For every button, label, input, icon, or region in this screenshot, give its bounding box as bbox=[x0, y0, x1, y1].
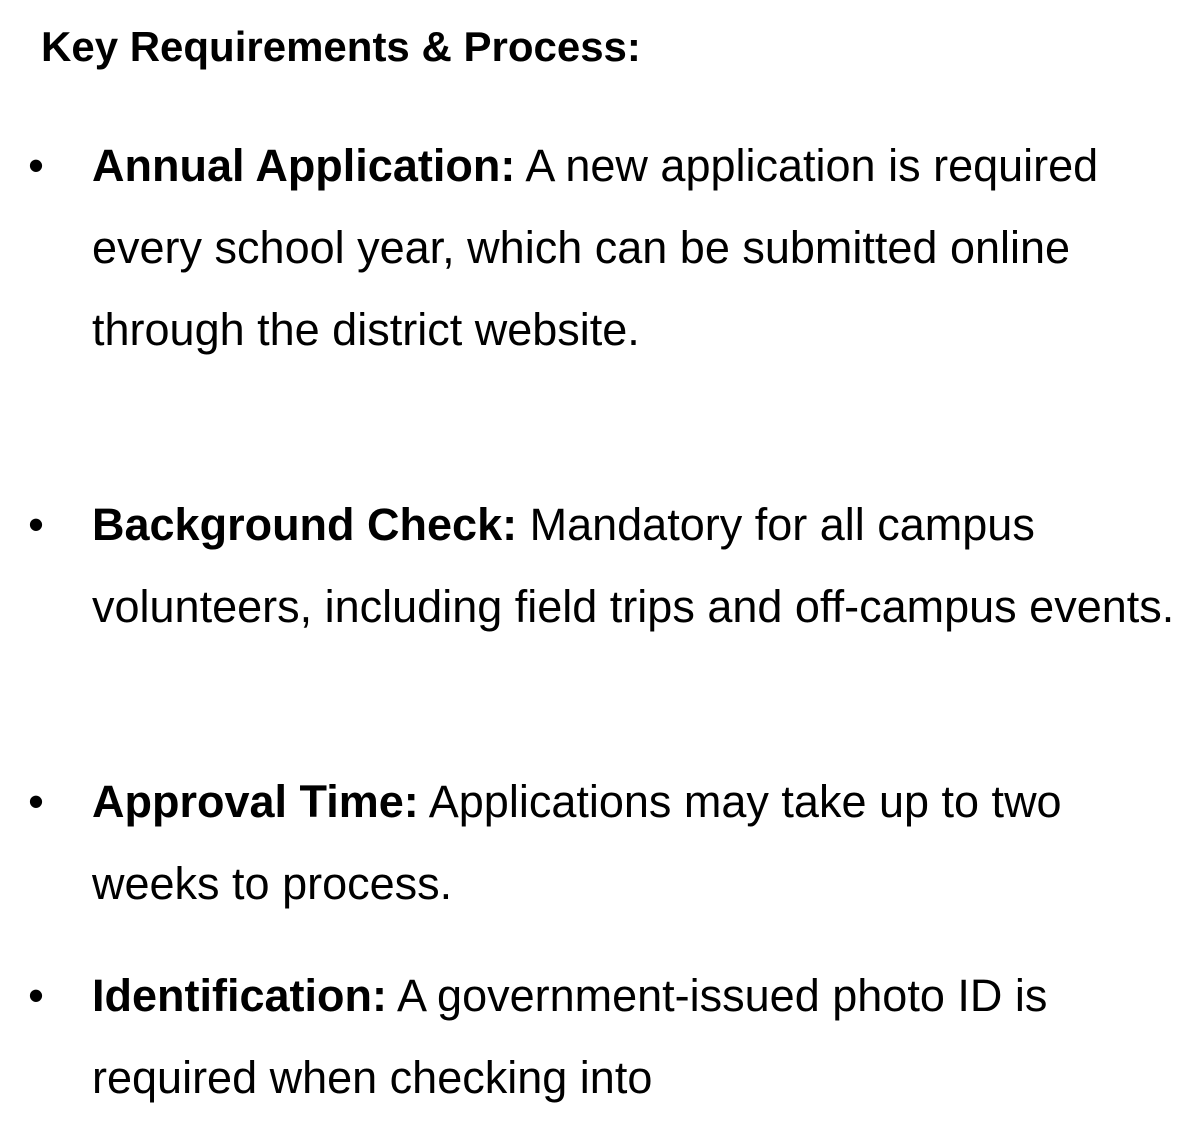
list-item-content bbox=[92, 761, 1182, 925]
list-item-annual-application bbox=[28, 125, 1182, 371]
bullet-icon: • bbox=[28, 776, 44, 827]
requirement-term: Annual Application: bbox=[92, 140, 516, 191]
list-item-background-check bbox=[28, 484, 1182, 648]
list-item-identification bbox=[28, 955, 1182, 1119]
list-item-content bbox=[92, 125, 1182, 371]
requirement-term: Approval Time: bbox=[92, 776, 419, 827]
requirement-term: Identification: bbox=[92, 970, 387, 1021]
requirement-description: Applications may take up to two weeks to process. bbox=[92, 776, 1062, 909]
requirement-term: Background Check: bbox=[92, 499, 518, 550]
list-item-content bbox=[92, 484, 1182, 648]
list-item-approval-time bbox=[28, 761, 1182, 925]
list-item-content bbox=[92, 955, 1182, 1119]
page-title: Key Requirements & Process: bbox=[41, 23, 641, 70]
bullet-icon: • bbox=[28, 140, 44, 191]
bullet-icon: • bbox=[28, 970, 44, 1021]
requirement-description: A new application is required every school year, which can be submitted online through the district website. bbox=[92, 140, 1099, 355]
requirement-description: A government-issued photo ID is required when checking into bbox=[92, 970, 1048, 1103]
bullet-icon: • bbox=[28, 499, 44, 550]
requirement-description: Mandatory for all campus volunteers, including field trips and off-campus events. bbox=[92, 499, 1175, 632]
